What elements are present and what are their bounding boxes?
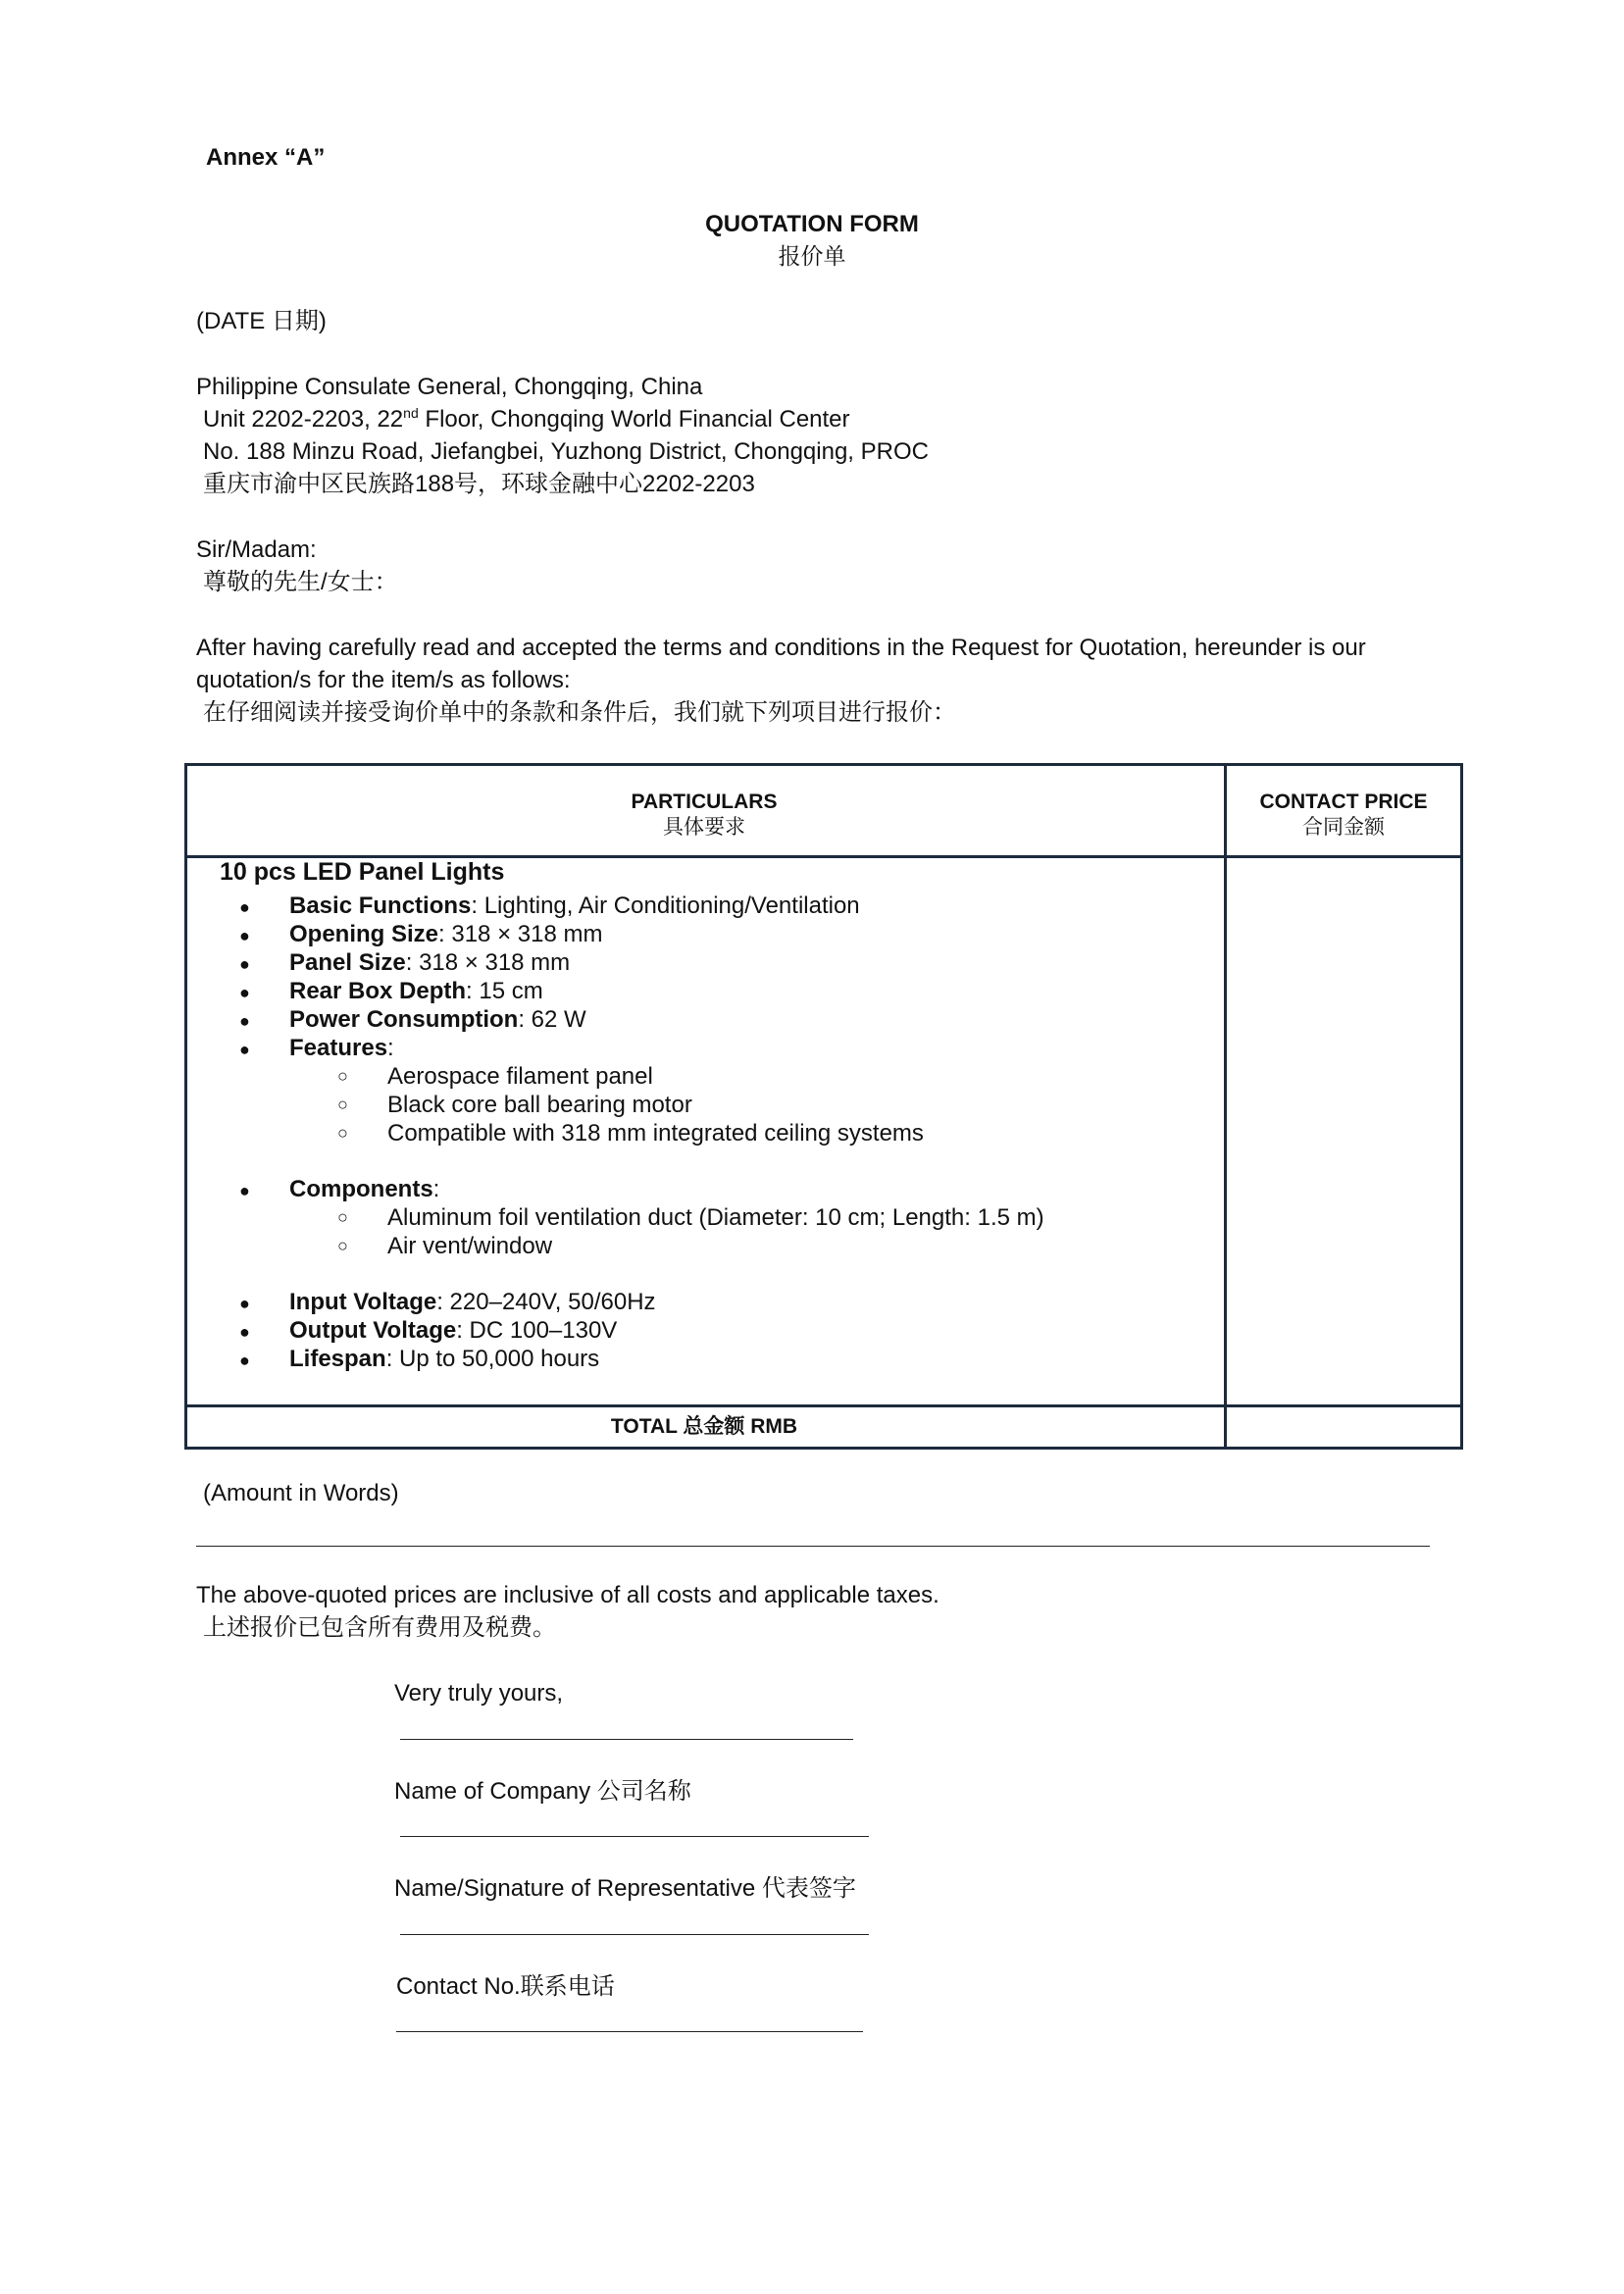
contact-price-header: CONTACT PRICE 合同金额	[1259, 790, 1428, 839]
quotation-table	[184, 763, 1463, 1450]
total-amount-cell[interactable]	[1227, 1407, 1460, 1447]
spec-features: Features:	[289, 1035, 394, 1061]
annex-label: Annex “A”	[206, 144, 326, 171]
amount-in-words-label: (Amount in Words)	[203, 1480, 399, 1506]
representative-line[interactable]	[400, 1934, 869, 1935]
component-item: Aluminum foil ventilation duct (Diameter: 10 cm; Length: 1.5 m)	[387, 1204, 1044, 1231]
salutation: Sir/Madam:	[196, 536, 317, 563]
address-line-2: Unit 2202-2203, 22nd Floor, Chongqing World Financial Center	[203, 405, 850, 433]
bullet-icon: ●	[239, 1181, 250, 1200]
circle-bullet-icon: ○	[337, 1236, 348, 1255]
inclusive-note-cn: 上述报价已包含所有费用及税费。	[203, 1614, 556, 1641]
company-line[interactable]	[400, 1836, 869, 1837]
bullet-icon: ●	[239, 897, 250, 917]
page-title-cn: 报价单	[778, 243, 846, 269]
spec-panel-size: Panel Size: 318 × 318 mm	[289, 949, 571, 976]
circle-bullet-icon: ○	[337, 1123, 348, 1143]
bullet-icon: ●	[239, 1294, 250, 1313]
circle-bullet-icon: ○	[337, 1207, 348, 1227]
bullet-icon: ●	[239, 1011, 250, 1031]
spec-lifespan: Lifespan: Up to 50,000 hours	[289, 1346, 600, 1372]
page-title: QUOTATION FORM	[705, 211, 919, 237]
intro-text-2: quotation/s for the item/s as follows:	[196, 667, 571, 693]
circle-bullet-icon: ○	[337, 1066, 348, 1086]
address-line-1: Philippine Consulate General, Chongqing, China	[196, 374, 703, 400]
item-title: 10 pcs LED Panel Lights	[220, 858, 505, 886]
circle-bullet-icon: ○	[337, 1095, 348, 1114]
spec-basic-functions: Basic Functions: Lighting, Air Conditioning/Ventilation	[289, 892, 860, 919]
address-line-4-cn: 重庆市渝中区民族路188号，环球金融中心2202-2203	[203, 471, 755, 497]
contact-line[interactable]	[396, 2031, 863, 2032]
feature-item: Aerospace filament panel	[387, 1063, 653, 1090]
total-label: TOTAL 总金额 RMB	[610, 1415, 798, 1438]
spec-power-consumption: Power Consumption: 62 W	[289, 1006, 586, 1033]
spec-components: Components:	[289, 1176, 440, 1202]
contact-price-cell[interactable]	[1227, 858, 1460, 1404]
intro-text-1: After having carefully read and accepted the terms and conditions in the Request for Quotation, hereunder is our	[196, 635, 1366, 661]
bullet-icon: ●	[239, 926, 250, 945]
bullet-icon: ●	[239, 1322, 250, 1342]
date-label: (DATE 日期)	[196, 308, 327, 334]
amount-in-words-line[interactable]	[196, 1546, 1430, 1547]
bullet-icon: ●	[239, 1040, 250, 1059]
contact-label: Contact No.联系电话	[396, 1973, 615, 2000]
bullet-icon: ●	[239, 1351, 250, 1370]
closing-text: Very truly yours,	[394, 1680, 564, 1707]
spec-output-voltage: Output Voltage: DC 100–130V	[289, 1317, 618, 1344]
inclusive-note: The above-quoted prices are inclusive of all costs and applicable taxes.	[196, 1582, 939, 1608]
bullet-icon: ●	[239, 983, 250, 1002]
spec-rear-box-depth: Rear Box Depth: 15 cm	[289, 978, 543, 1004]
address-line-3: No. 188 Minzu Road, Jiefangbei, Yuzhong District, Chongqing, PROC	[203, 438, 929, 465]
intro-text-cn: 在仔细阅读并接受询价单中的条款和条件后，我们就下列项目进行报价：	[203, 699, 956, 726]
feature-item: Compatible with 318 mm integrated ceiling systems	[387, 1120, 924, 1147]
closing-signature-line[interactable]	[400, 1739, 853, 1740]
salutation-cn: 尊敬的先生/女士：	[203, 569, 398, 595]
spec-opening-size: Opening Size: 318 × 318 mm	[289, 921, 603, 947]
bullet-icon: ●	[239, 954, 250, 974]
feature-item: Black core ball bearing motor	[387, 1092, 692, 1118]
company-label: Name of Company 公司名称	[394, 1778, 691, 1805]
component-item: Air vent/window	[387, 1233, 553, 1259]
spec-input-voltage: Input Voltage: 220–240V, 50/60Hz	[289, 1289, 656, 1315]
particulars-header: PARTICULARS 具体要求	[631, 790, 778, 839]
representative-label: Name/Signature of Representative 代表签字	[394, 1875, 856, 1902]
